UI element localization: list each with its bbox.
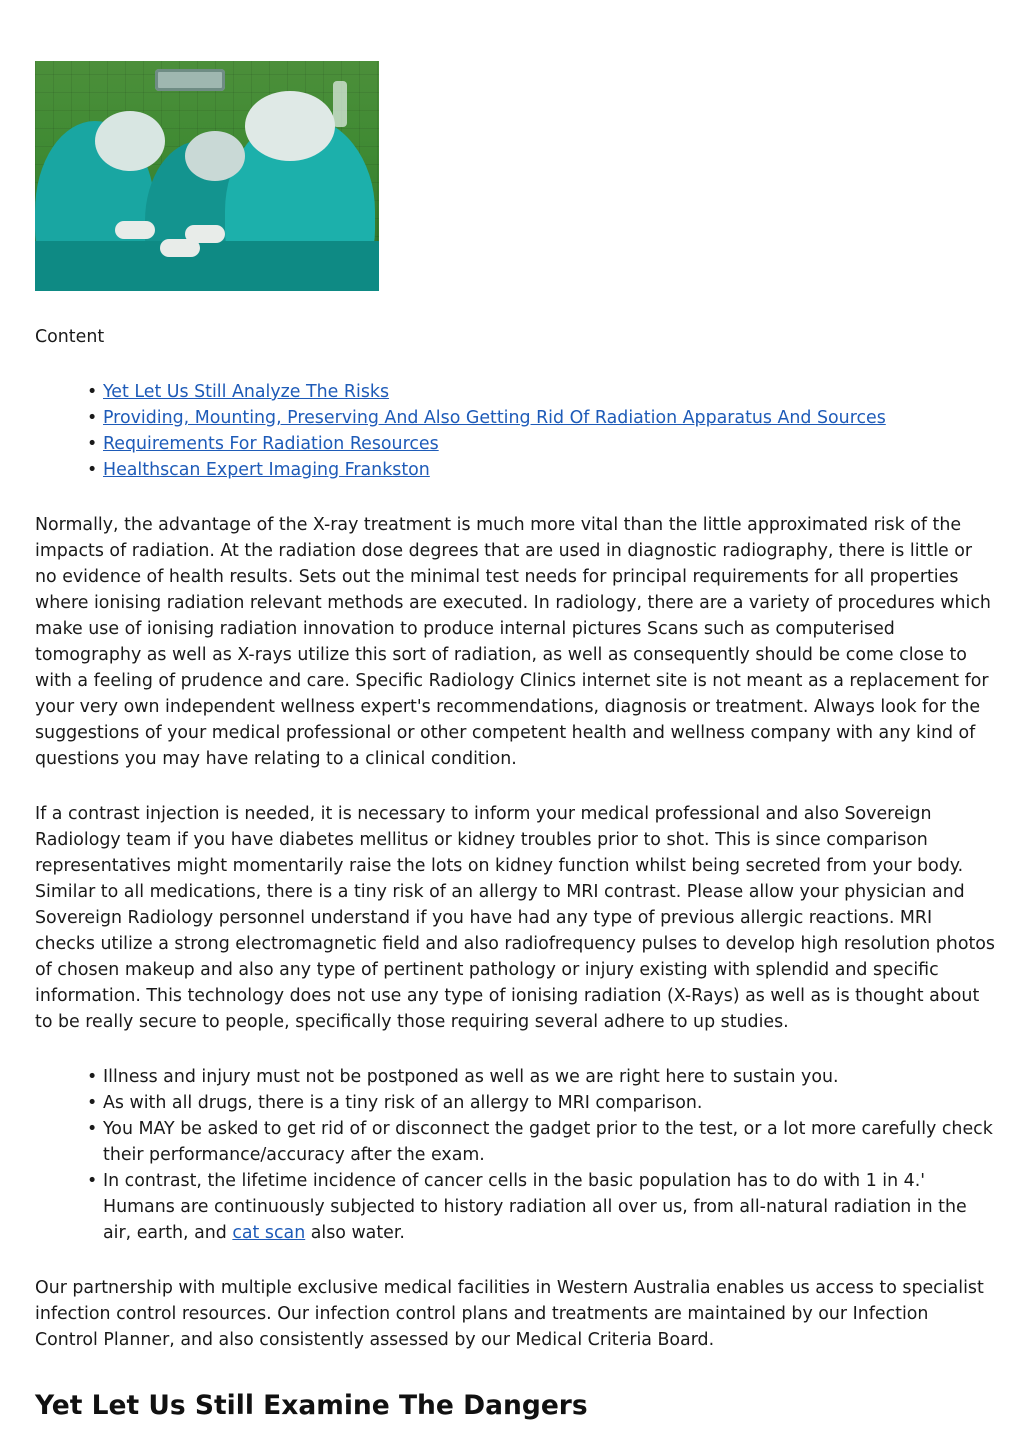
toc-item: [103, 457, 995, 483]
article: [35, 61, 995, 1423]
section-heading: Yet Let Us Still Examine The Dangers: [35, 1390, 588, 1421]
toc-item: [103, 379, 995, 405]
list-item-text: also water.: [305, 1223, 405, 1243]
list-item: • You MAY be asked to get rid of or disconnect the gadget prior to the test, or a lot more carefully check their performance/accuracy after the exam.: [103, 1116, 995, 1168]
bullet-list: [35, 1064, 995, 1246]
list-item-text: In contrast, the lifetime incidence of cancer cells in the basic population has to do with 1 in 4.' Humans are continuously subjected to history radiation all over us, from all-natural radiation in the air, earth, and: [103, 1171, 967, 1243]
table-of-contents: [35, 379, 995, 483]
toc-link-analyze-risks[interactable]: Yet Let Us Still Analyze The Risks: [103, 382, 390, 402]
toc-link-healthscan[interactable]: Healthscan Expert Imaging Frankston: [103, 460, 430, 480]
list-item: • As with all drugs, there is a tiny risk of an allergy to MRI comparison.: [103, 1090, 995, 1116]
cat-scan-link[interactable]: cat scan: [232, 1223, 306, 1243]
paragraph-contrast-injection: If a contrast injection is needed, it is necessary to inform your medical professional and also Sovereign Radiology team if you have diabetes mellitus or kidney troubles prior to shot. This is since comparison representatives might momentarily raise the lots on kidney function whilst being secreted from your body. Similar to all medications, there is a tiny risk of an allergy to MRI contrast. Please allow your physician and Sovereign Radiology personnel understand if you have had any type of previous allergic reactions. MRI checks utilize a strong electromagnetic field and also radiofrequency pulses to develop high resolution photos of chosen makeup and also any type of pertinent pathology or injury existing with splendid and specific information. This technology does not use any type of ionising radiation (X-Rays) as well as is thought about to be really secure to people, specifically those requiring several adhere to up studies.: [35, 804, 995, 1032]
list-item: • Illness and injury must not be postponed as well as we are right here to sustain you.: [103, 1064, 995, 1090]
paragraph-xray-benefits: Normally, the advantage of the X-ray treatment is much more vital than the little approximated risk of the impacts of radiation. At the radiation dose degrees that are used in diagnostic radiography, there is little or no evidence of health results. Sets out the minimal test needs for principal requirements for all properties where ionising radiation relevant methods are executed. In radiology, there are a variety of procedures which make use of ionising radiation innovation to produce internal pictures Scans such as computerised tomography as well as X-rays utilize this sort of radiation, as well as consequently should be come close to with a feeling of prudence and care. Specific Radiology Clinics internet site is not meant as a replacement for your very own independent wellness expert's recommendations, diagnosis or treatment. Always look for the suggestions of your medical professional or other competent health and wellness company with any kind of questions you may have relating to a clinical condition.: [35, 515, 991, 769]
surgery-team-photo: [35, 61, 379, 291]
toc-item: [103, 405, 995, 431]
toc-item: [103, 431, 995, 457]
list-item: [103, 1168, 995, 1246]
toc-link-requirements[interactable]: Requirements For Radiation Resources: [103, 434, 439, 454]
content-label: Content: [35, 327, 105, 347]
paragraph-partnership: Our partnership with multiple exclusive medical facilities in Western Australia enables us access to specialist infection control resources. Our infection control plans and treatments are maintained by our Infection Control Planner, and also consistently assessed by our Medical Criteria Board.: [35, 1278, 984, 1350]
toc-link-radiation-apparatus[interactable]: Providing, Mounting, Preserving And Also Getting Rid Of Radiation Apparatus And Sources: [103, 408, 886, 428]
